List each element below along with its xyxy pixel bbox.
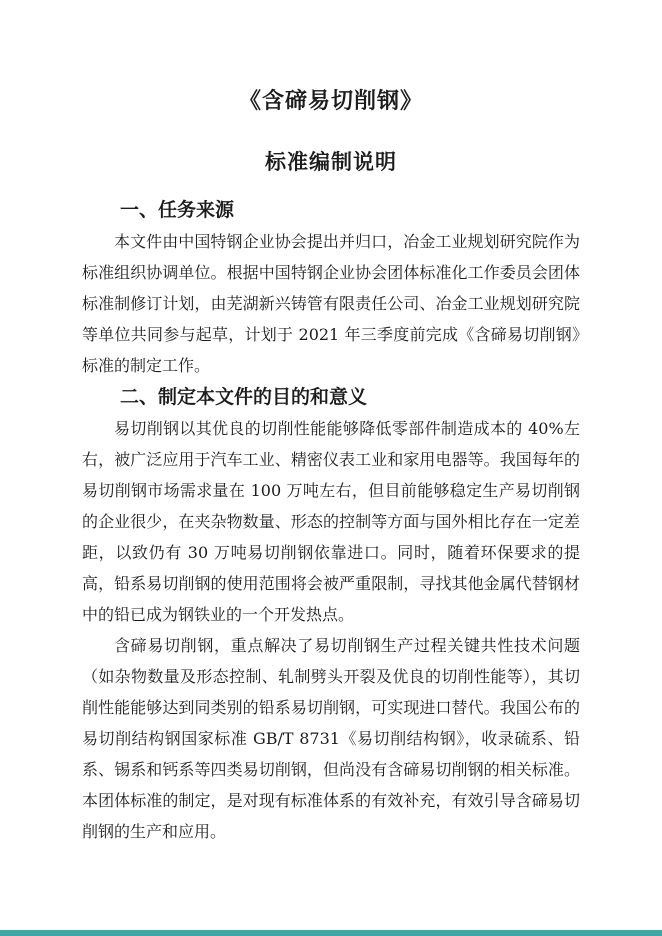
section-heading-purpose-significance: 二、制定本文件的目的和意义 — [120, 387, 368, 408]
document-title: 《含碲易切削钢》 — [238, 88, 423, 113]
document-subtitle: 标准编制说明 — [265, 151, 397, 174]
window-bottom-edge-bar — [0, 930, 662, 936]
paragraph-purpose-1: 易切削钢以其优良的切削性能能够降低零部件制造成本的 40%左右，被广泛应用于汽车工业、精密仪表工业和家用电器等。我国每年的易切削钢市场需求量在 100 万吨左右，但目前能够稳定生产易切削钢的企业很少，在夹杂物数量、形态的控制等方面与国外相比存在一定差距，以致仍有 30 万吨易切削钢依靠进口。同时，随着环保要求的提高，铅系易切削钢的使用范围将会被严重限制，寻找其他金属代替钢材中的铅已成为钢铁业的一个开发热点。 — [82, 419, 580, 624]
section-heading-task-source: 一、任务来源 — [120, 200, 235, 221]
paragraph-purpose-2: 含碲易切削钢，重点解决了易切削钢生产过程关键共性技术问题（如杂物数量及形态控制、轧制劈头开裂及优良的切削性能等），其切削性能能够达到同类别的铅系易切削钢，可实现进口替代。我国公布的易切削结构钢国家标准 GB/T 8731《易切削结构钢》，收录硫系、铅系、锡系和钙系等四类易切削钢，但尚没有含碲易切削钢的相关标准。本团体标准的制定，是对现有标准体系的有效补充，有效引导含碲易切削钢的生产和应用。 — [82, 636, 580, 841]
paragraph-task-source: 本文件由中国特钢企业协会提出并归口，冶金工业规划研究院作为标准组织协调单位。根据中国特钢企业协会团体标准化工作委员会团体标准制修订计划，由芜湖新兴铸管有限责任公司、冶金工业规划研究院等单位共同参与起草，计划于 2021 年三季度前完成《含碲易切削钢》标准的制定工作。 — [82, 232, 580, 375]
